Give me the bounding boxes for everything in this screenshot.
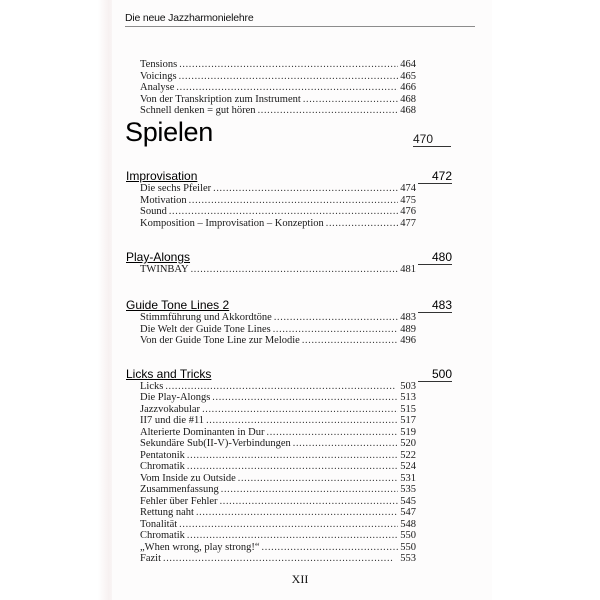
entry-page: 513 — [400, 392, 416, 403]
entry-page: 483 — [400, 312, 416, 323]
entry-page: 550 — [400, 530, 416, 541]
toc-entry — [140, 507, 416, 519]
entry-page: 468 — [400, 94, 416, 105]
entry-label: Fazit — [140, 553, 161, 564]
toc-entry — [140, 59, 416, 71]
entry-label: Die sechs Pfeiler — [140, 183, 212, 194]
toc-entry — [140, 183, 416, 195]
entry-label: Voicings — [140, 71, 177, 82]
entry-page: 466 — [400, 82, 416, 93]
entry-label: Vom Inside zu Outside — [140, 473, 236, 484]
part-page-number: 470 — [413, 133, 451, 147]
entry-label: Von der Transkription zum Instrument — [140, 94, 301, 105]
dot-leader — [187, 461, 398, 473]
entry-label: Jazzvokabular — [140, 404, 201, 415]
dot-leader — [196, 507, 398, 519]
entry-label: II7 und die #11 — [140, 415, 205, 426]
dot-leader — [221, 484, 398, 496]
page-folio: XII — [291, 572, 309, 586]
entry-page: 465 — [400, 71, 416, 82]
entry-page: 522 — [400, 450, 416, 461]
toc-entry — [140, 82, 416, 94]
dot-leader — [169, 206, 398, 218]
entry-page: 468 — [400, 105, 416, 116]
section-page-number: 480 — [418, 251, 452, 265]
entry-label: Zusammenfassung — [140, 484, 219, 495]
entry-label: Von der Guide Tone Line zur Melodie — [140, 335, 300, 346]
entry-page: 535 — [400, 484, 416, 495]
section-heading-licks-and-tricks[interactable]: Licks and Tricks — [126, 367, 212, 381]
entry-page: 517 — [400, 415, 416, 426]
dot-leader — [179, 59, 398, 71]
dot-leader — [274, 312, 398, 324]
running-head: Die neue Jazzharmonielehre — [125, 12, 475, 27]
entry-label: Motivation — [140, 195, 187, 206]
entry-page: 489 — [400, 324, 416, 335]
section-page-number: 500 — [418, 368, 452, 382]
entry-label: TWINBAY — [140, 264, 189, 275]
toc-entry — [140, 312, 416, 324]
section-heading-guide-tone-lines-2[interactable]: Guide Tone Lines 2 — [126, 298, 230, 312]
entry-label: Chromatik — [140, 530, 185, 541]
dot-leader — [206, 415, 398, 427]
toc-entry — [140, 553, 416, 565]
entry-label: Sound — [140, 206, 167, 217]
entry-label: Komposition – Improvisation – Konzeption — [140, 218, 324, 229]
dot-leader — [163, 553, 398, 565]
entry-label: Alterierte Dominanten in Dur — [140, 427, 265, 438]
entry-label: Tensions — [140, 59, 178, 70]
entry-page: 477 — [400, 218, 416, 229]
section-heading-play-alongs[interactable]: Play-Alongs — [126, 250, 191, 264]
entry-page: 475 — [400, 195, 416, 206]
section-heading-improvisation[interactable]: Improvisation — [126, 169, 198, 183]
toc-entry — [140, 484, 416, 496]
toc-entry — [140, 264, 416, 276]
entry-label: Licks — [140, 381, 164, 392]
entry-page: 519 — [400, 427, 416, 438]
dot-leader — [191, 264, 398, 276]
dot-leader — [187, 530, 398, 542]
entry-page: 476 — [400, 206, 416, 217]
entry-page: 520 — [400, 438, 416, 449]
entry-label: Tonalität — [140, 519, 178, 530]
toc-entry — [140, 206, 416, 218]
entry-page: 496 — [400, 335, 416, 346]
entry-page: 553 — [400, 553, 416, 564]
toc-entry — [140, 335, 416, 347]
dot-leader — [258, 105, 398, 117]
entry-page: 503 — [400, 381, 416, 392]
entry-label: Stimmführung und Akkordtöne — [140, 312, 272, 323]
section-page-number: 472 — [418, 170, 452, 184]
dot-leader — [326, 218, 398, 230]
entry-label: „When wrong, play strong!“ — [140, 542, 260, 553]
dot-leader — [293, 438, 398, 450]
entry-label: Analyse — [140, 82, 175, 93]
toc-entry — [140, 530, 416, 542]
dot-leader — [302, 335, 398, 347]
part-title: Spielen — [125, 117, 213, 147]
section-page-number: 483 — [418, 299, 452, 313]
entry-page: 545 — [400, 496, 416, 507]
entry-label: Schnell denken = gut hören — [140, 105, 256, 116]
entry-page: 548 — [400, 519, 416, 530]
toc-entry — [140, 461, 416, 473]
entry-page: 531 — [400, 473, 416, 484]
entry-label: Rettung naht — [140, 507, 194, 518]
toc-entry — [140, 415, 416, 427]
entry-label: Fehler über Fehler — [140, 496, 218, 507]
dot-leader — [212, 392, 398, 404]
entry-page: 515 — [400, 404, 416, 415]
entry-label: Sekundäre Sub(II-V)-Verbindungen — [140, 438, 291, 449]
toc-entry — [140, 218, 416, 230]
entry-page: 550 — [400, 542, 416, 553]
toc-entry — [140, 392, 416, 404]
toc-entry — [140, 438, 416, 450]
entry-page: 464 — [400, 59, 416, 70]
entry-label: Chromatik — [140, 461, 185, 472]
toc-entry — [140, 105, 416, 117]
entry-page: 481 — [400, 264, 416, 275]
entry-page: 474 — [400, 183, 416, 194]
dot-leader — [176, 82, 398, 94]
entry-page: 547 — [400, 507, 416, 518]
entry-label: Die Welt der Guide Tone Lines — [140, 324, 271, 335]
entry-label: Die Play-Alongs — [140, 392, 211, 403]
entry-label: Pentatonik — [140, 450, 185, 461]
dot-leader — [213, 183, 398, 195]
entry-page: 524 — [400, 461, 416, 472]
